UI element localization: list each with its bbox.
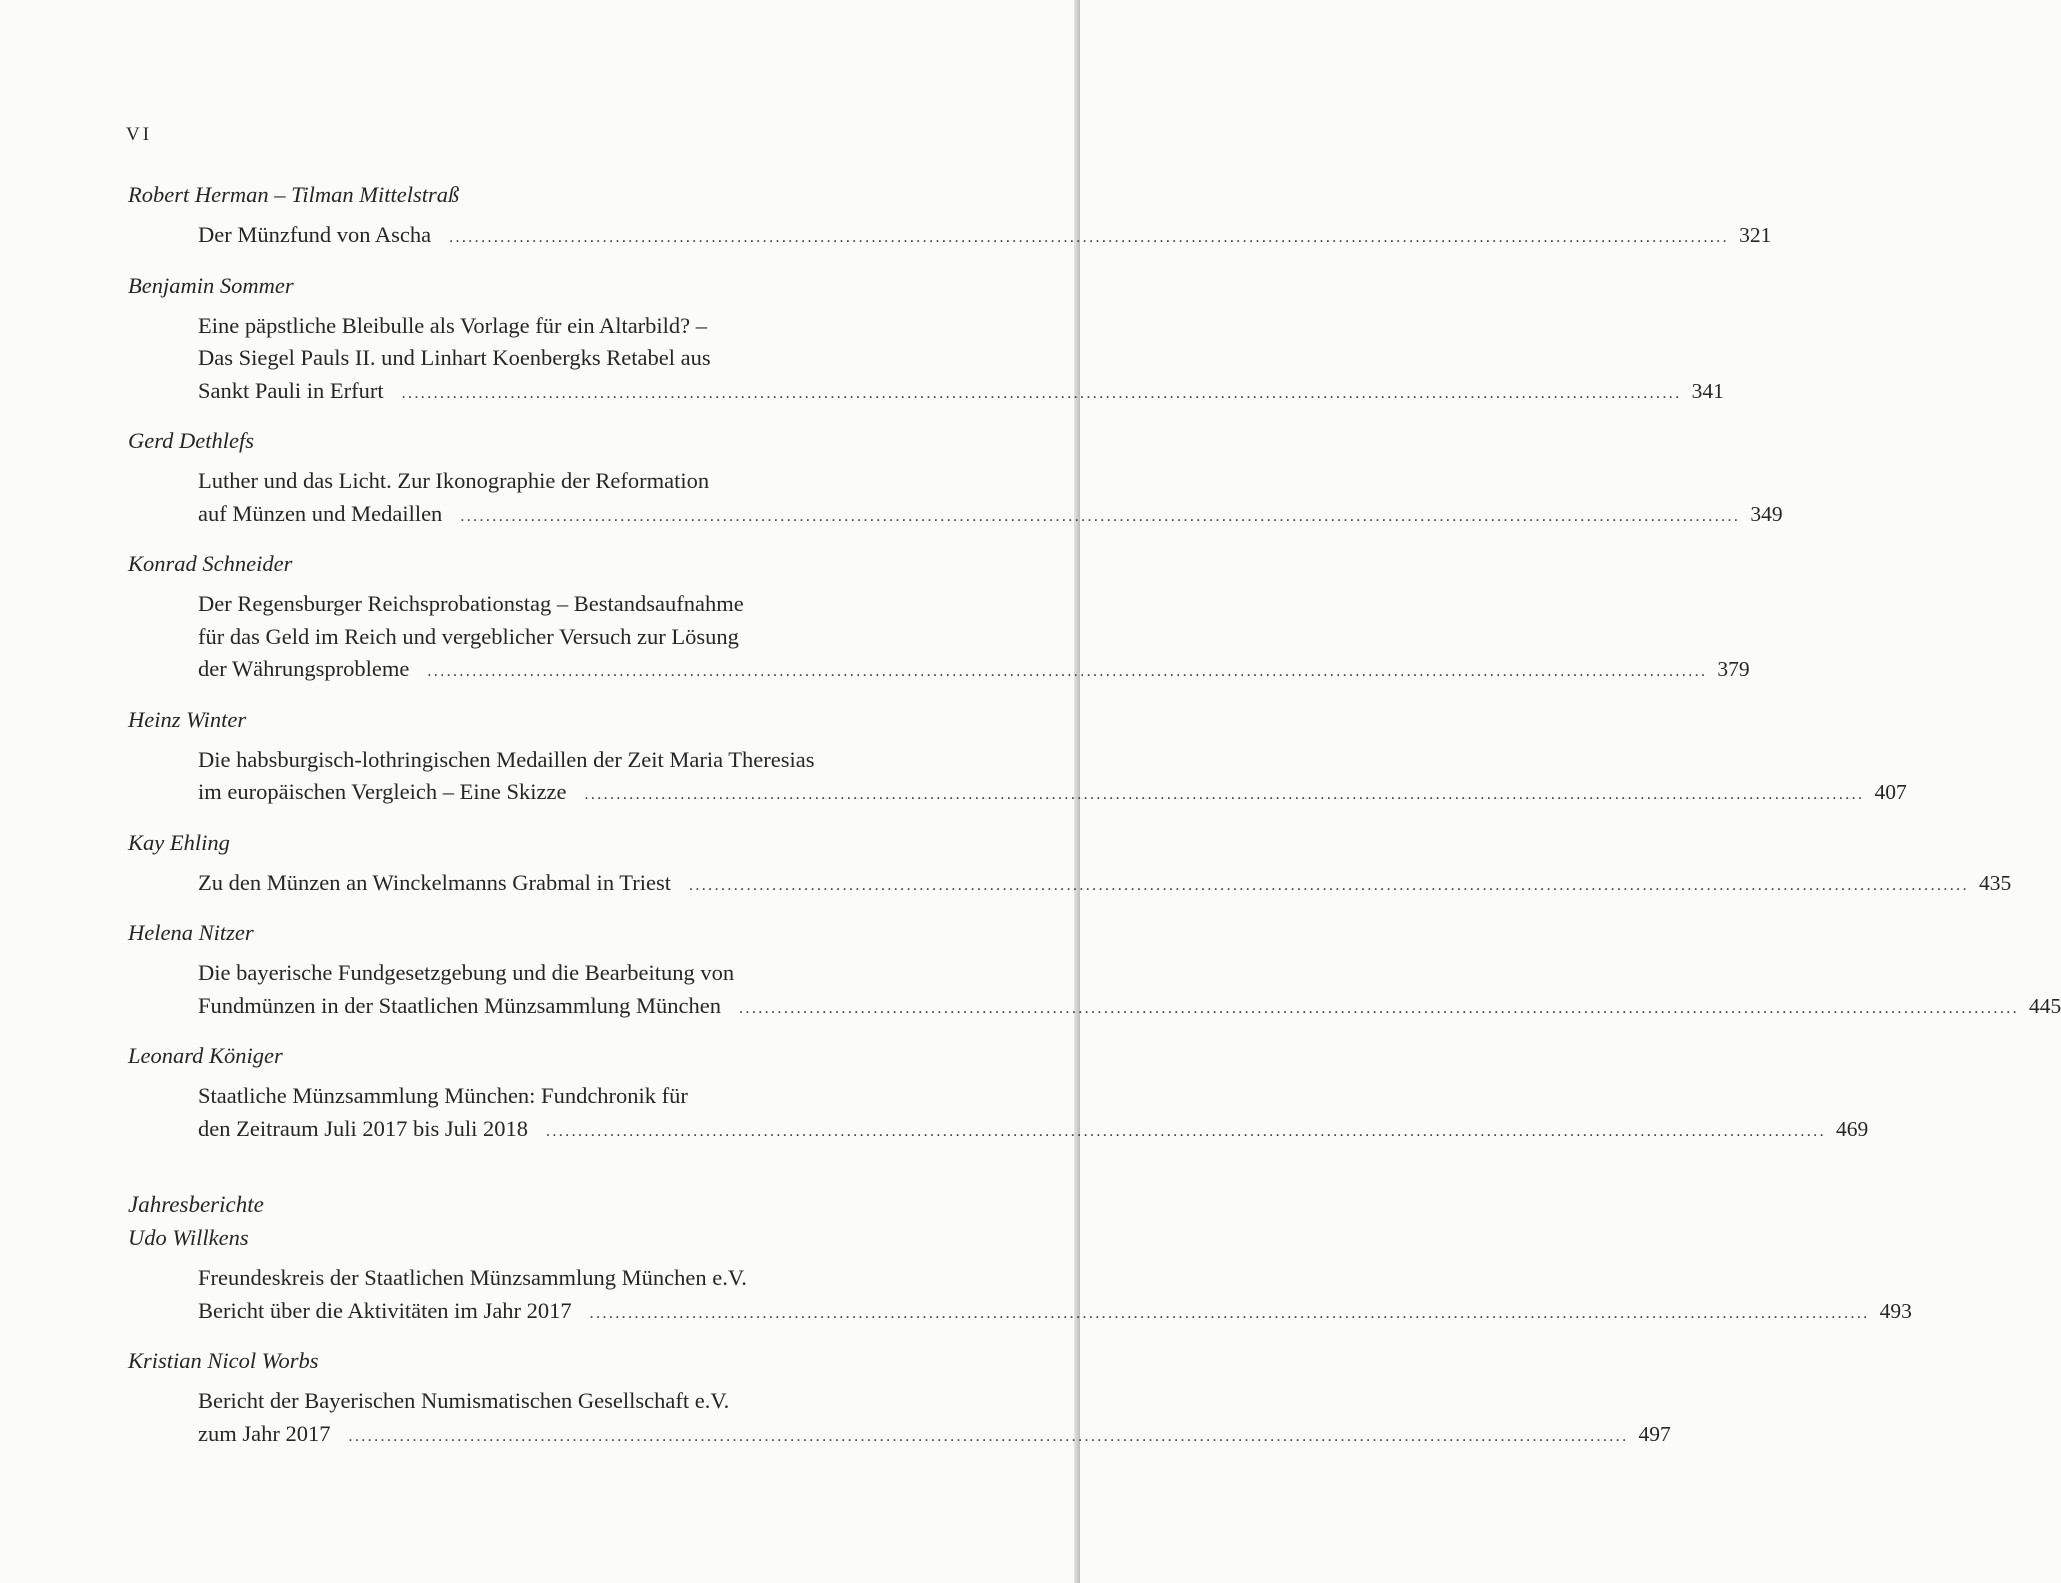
- entry-title-line: [198, 1262, 942, 1295]
- title-line-text: Die habsburgisch-lothringischen Medaillen der Zeit Maria Theresias: [198, 746, 815, 772]
- entry-title-line: [198, 1113, 1869, 1149]
- entry-title-line: [198, 867, 2012, 903]
- entry-title: [128, 588, 1750, 689]
- section-heading-wrap: [128, 1188, 942, 1221]
- page-number-folio: VI: [126, 124, 153, 145]
- entry-title-line: [198, 653, 1750, 689]
- toc-entry: [128, 1221, 1912, 1330]
- entry-title-line: [198, 219, 1772, 255]
- table-of-contents: [128, 178, 2061, 1467]
- dot-leader: ........................................................................................................................................................................................................: [739, 999, 2020, 1017]
- entry-title: [128, 1080, 1869, 1148]
- entry-page-number: 435: [1978, 870, 2012, 895]
- entry-author: Kristian Nicol Worbs: [128, 1348, 319, 1373]
- entry-title: [128, 465, 1783, 533]
- entry-title-line: [198, 342, 942, 375]
- title-line-text: Bericht über die Aktivitäten im Jahr 2017: [198, 1297, 572, 1323]
- entry-page-number: 349: [1750, 501, 1783, 526]
- entry-title-line: [198, 498, 1783, 534]
- entry-title: [128, 867, 2012, 903]
- entry-author: Helena Nitzer: [128, 920, 254, 945]
- entry-title: [128, 744, 1907, 812]
- entry-title-line: [198, 990, 2061, 1026]
- title-line-text: Fundmünzen in der Staatlichen Münzsammlung München: [198, 992, 722, 1018]
- dot-leader: ........................................................................................................................................................................................................: [401, 384, 1682, 402]
- title-line-text: Die bayerische Fundgesetzgebung und die Bearbeitung von: [198, 960, 735, 985]
- entry-title: [128, 1262, 1912, 1330]
- title-line-text: auf Münzen und Medaillen: [198, 500, 443, 526]
- entry-author: Konrad Schneider: [128, 551, 293, 576]
- dot-leader: ........................................................................................................................................................................................................: [449, 229, 1730, 246]
- title-line-text: für das Geld im Reich und vergeblicher Versuch zur Lösung: [198, 623, 739, 649]
- title-line-text: Sankt Pauli in Erfurt: [198, 377, 384, 403]
- entry-title-line: [198, 465, 942, 498]
- entry-title-line: [198, 776, 1907, 812]
- entry-author: Udo Willkens: [128, 1225, 249, 1250]
- entry-title-line: [198, 375, 1724, 411]
- dot-leader: ........................................................................................................................................................................................................: [348, 1427, 1629, 1445]
- dot-leader: ........................................................................................................................................................................................................: [545, 1122, 1826, 1140]
- entry-author: Benjamin Sommer: [128, 272, 294, 298]
- toc-entry: [128, 547, 1750, 689]
- title-line-text: der Währungsprobleme: [198, 656, 410, 681]
- entry-title-line: [198, 1418, 1671, 1454]
- entry-title-line: [198, 744, 942, 777]
- entry-title: [128, 1385, 1671, 1453]
- entry-title: [128, 957, 2061, 1025]
- entry-page-number: 493: [1879, 1298, 1912, 1323]
- dot-leader: ........................................................................................................................................................................................................: [584, 786, 1865, 803]
- entry-title-line: [198, 1385, 942, 1418]
- entry-title-line: [198, 957, 942, 990]
- toc-entry: [128, 269, 1724, 411]
- title-line-text: im europäischen Vergleich – Eine Skizze: [198, 779, 567, 804]
- dot-leader: ........................................................................................................................................................................................................: [688, 876, 1969, 894]
- title-line-text: Der Regensburger Reichsprobationstag – Bestandsaufnahme: [198, 591, 744, 616]
- title-line-text: Bericht der Bayerischen Numismatischen Gesellschaft e.V.: [198, 1388, 730, 1413]
- dot-leader: ........................................................................................................................................................................................................: [427, 663, 1708, 680]
- entry-page-number: 321: [1739, 223, 1772, 247]
- entry-title-line: [198, 310, 942, 343]
- reports-list: [128, 1221, 1912, 1453]
- entry-page-number: 497: [1638, 1421, 1671, 1446]
- entry-author: Heinz Winter: [128, 706, 247, 732]
- toc-entry: [128, 1039, 1869, 1148]
- entry-author: Kay Ehling: [128, 829, 230, 855]
- entry-author: Gerd Dethlefs: [128, 428, 255, 453]
- toc-entry: [128, 424, 1783, 533]
- title-line-text: Das Siegel Pauls II. und Linhart Koenbergks Retabel aus: [198, 345, 711, 370]
- toc-entry: [128, 1344, 1671, 1453]
- title-line-text: Staatliche Münzsammlung München: Fundchronik für: [198, 1083, 688, 1108]
- entry-title: [128, 310, 1724, 411]
- entry-title-line: [198, 621, 942, 654]
- entry-page-number: 341: [1691, 378, 1724, 403]
- title-line-text: den Zeitraum Juli 2017 bis Juli 2018: [198, 1115, 528, 1141]
- entry-page-number: 445: [2029, 993, 2061, 1018]
- dot-leader: ........................................................................................................................................................................................................: [460, 507, 1741, 525]
- title-line-text: zum Jahr 2017: [198, 1420, 331, 1446]
- entry-page-number: 379: [1717, 657, 1750, 681]
- entry-title-line: [198, 1295, 1912, 1331]
- toc-entry: [128, 703, 1907, 812]
- entry-title: [128, 219, 1772, 255]
- title-line-text: Der Münzfund von Ascha: [198, 222, 432, 247]
- toc-entry: [128, 178, 1772, 255]
- section-title: Jahresberichte: [128, 1192, 264, 1217]
- title-line-text: Zu den Münzen an Winckelmanns Grabmal in Triest: [198, 869, 671, 895]
- entry-author: Leonard Königer: [128, 1043, 283, 1068]
- entry-page-number: 407: [1874, 780, 1907, 804]
- toc-entry: [128, 916, 2061, 1025]
- dot-leader: ........................................................................................................................................................................................................: [589, 1304, 1870, 1322]
- title-line-text: Freundeskreis der Staatlichen Münzsammlung München e.V.: [198, 1265, 747, 1290]
- entry-title-line: [198, 588, 942, 621]
- entry-author: Robert Herman – Tilman Mittelstraß: [128, 182, 460, 207]
- entry-title-line: [198, 1080, 942, 1113]
- contributions-list: [128, 178, 2061, 1148]
- toc-entry: [128, 826, 2012, 903]
- title-line-text: Luther und das Licht. Zur Ikonographie der Reformation: [198, 468, 710, 493]
- entry-page-number: 469: [1835, 1116, 1869, 1141]
- title-line-text: Eine päpstliche Bleibulle als Vorlage für ein Altarbild? –: [198, 312, 708, 338]
